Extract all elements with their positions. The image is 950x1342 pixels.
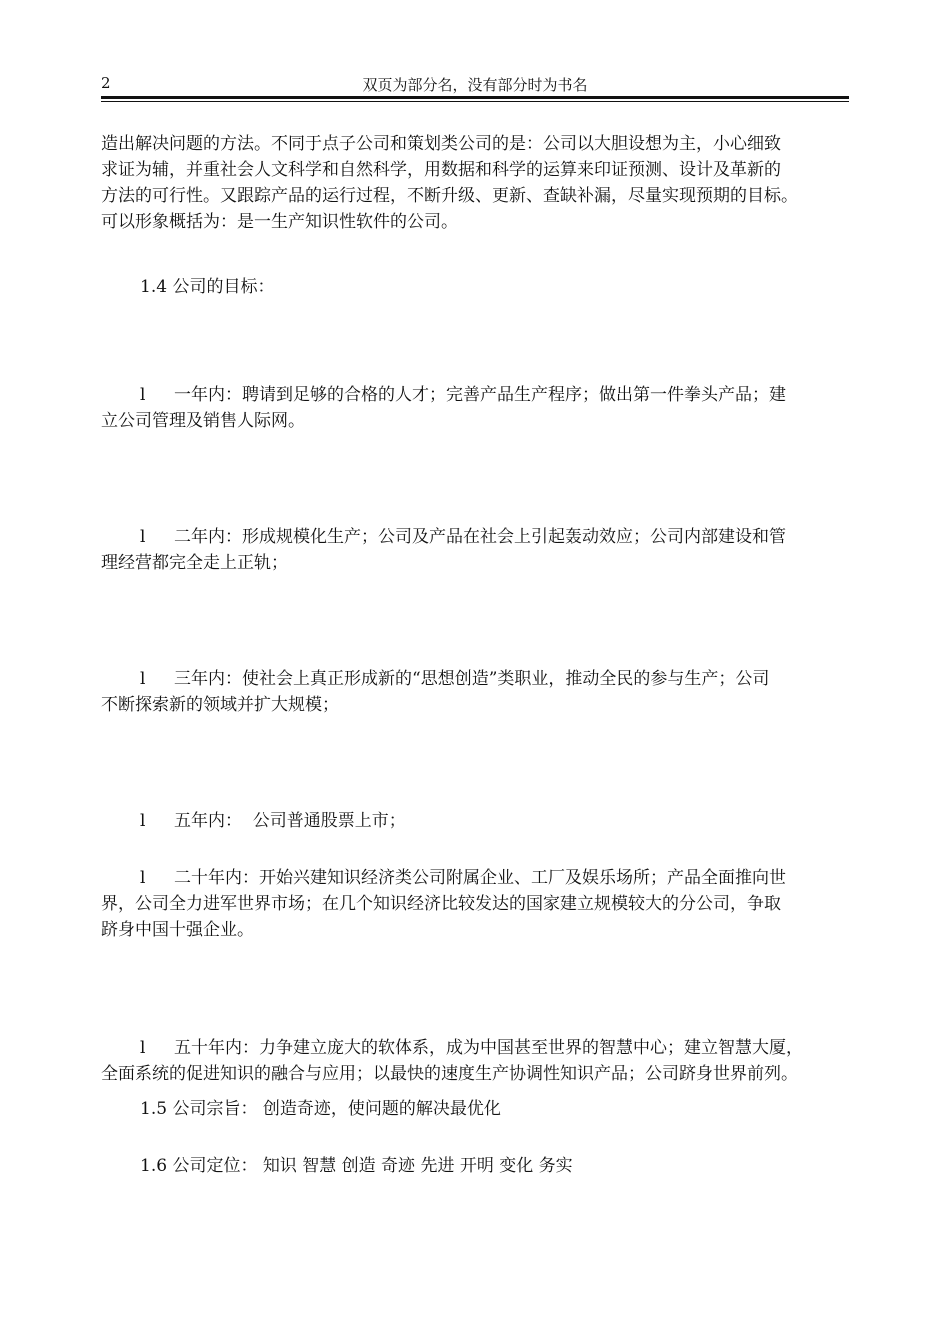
page-header <box>101 74 849 96</box>
goal-item-4-first-line: 五年内： 公司普通股票上市； <box>174 811 406 831</box>
bullet-mark: l <box>140 868 146 888</box>
goal-item-3-rest: 不断探索新的领域并扩大规模； <box>101 695 339 715</box>
goal-item-1 <box>101 330 851 434</box>
goal-item-1-first-line: 一年内：聘请到足够的合格的人才；完善产品生产程序；做出第一件拳头产品；建 <box>174 385 786 405</box>
goal-item-2-rest: 理经营都完全走上正轨； <box>101 553 288 573</box>
intro-paragraph: 造出解决问题的方法。不同于点子公司和策划类公司的是：公司以大胆设想为主，小心细致 求证为辅，并重社会人文科学和自然科学，用数据和科学的运算来印证预测、设计及革新的 方法的可行性。又跟踪产品的运行过程，不断升级、更新、查缺补漏，尽量实现预期的目标。 可以形象概括为：是一生产知识性软件的公司。 <box>101 134 798 232</box>
goal-item-2 <box>101 472 851 576</box>
bullet-mark: l <box>140 669 146 689</box>
header-rule-thick <box>101 96 849 99</box>
running-title: 双页为部分名，没有部分时为书名 <box>362 76 588 94</box>
bullet-mark: l <box>140 1038 146 1058</box>
goal-item-6-first-line: 五十年内：力争建立庞大的软体系，成为中国甚至世界的智慧中心；建立智慧大厦， <box>174 1038 803 1058</box>
page-number: 2 <box>101 74 111 92</box>
section-1-6-positioning: 1.6 公司定位： 知识 智慧 创造 奇迹 先进 开明 变化 务实 <box>140 1156 573 1176</box>
section-1-5-mission: 1.5 公司宗旨： 创造奇迹，使问题的解决最优化 <box>140 1099 501 1119</box>
goal-item-1-rest: 立公司管理及销售人际网。 <box>101 411 305 431</box>
goal-item-3-first-line: 三年内：使社会上真正形成新的“思想创造”类职业，推动全民的参与生产；公司 <box>174 669 770 689</box>
header-rule-thin <box>101 101 849 102</box>
bullet-mark: l <box>140 527 146 547</box>
bullet-mark: l <box>140 811 146 831</box>
goal-item-5 <box>101 813 851 943</box>
goal-item-5-rest: 界，公司全力进军世界市场；在几个知识经济比较发达的国家建立规模较大的分公司，争取 跻身中国十强企业。 <box>101 894 781 940</box>
goal-item-3 <box>101 614 851 718</box>
bullet-mark: l <box>140 385 146 405</box>
goal-item-2-first-line: 二年内：形成规模化生产；公司及产品在社会上引起轰动效应；公司内部建设和管 <box>174 527 786 547</box>
section-heading-1-4: 1.4 公司的目标： <box>140 277 275 297</box>
goal-item-6-rest: 全面系统的促进知识的融合与应用；以最快的速度生产协调性知识产品；公司跻身世界前列。 <box>101 1064 798 1084</box>
goal-item-6 <box>101 983 851 1087</box>
goal-item-5-first-line: 二十年内：开始兴建知识经济类公司附属企业、工厂及娱乐场所；产品全面推向世 <box>174 868 786 888</box>
